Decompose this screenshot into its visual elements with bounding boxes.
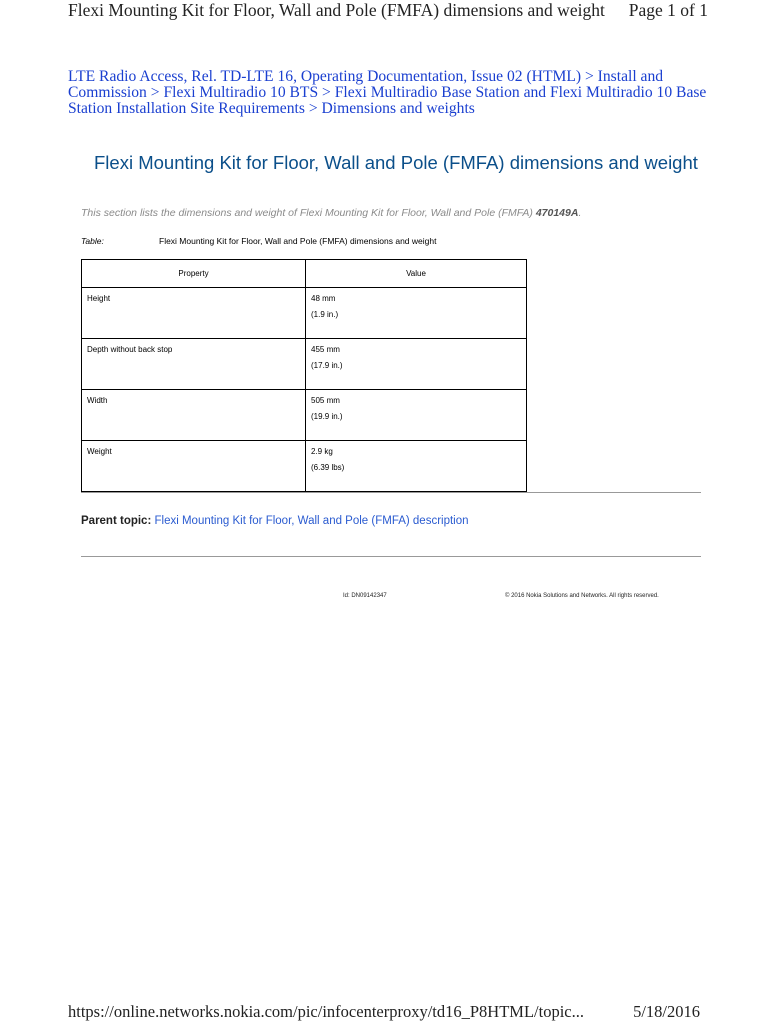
print-footer (68, 1002, 700, 1022)
breadcrumb-separator: > (150, 84, 160, 101)
breadcrumb-link-site-requirements[interactable]: Flexi Multiradio Base Station and Flexi Multiradio 10 Base Station Installation Site Requirements (68, 84, 707, 117)
cell-value (306, 390, 527, 441)
table-caption (81, 236, 436, 246)
table-row (82, 441, 527, 492)
table-row (82, 390, 527, 441)
value-metric: 455 mm (311, 345, 340, 354)
print-header-title: Flexi Mounting Kit for Floor, Wall and Pole (FMFA) dimensions and weight (68, 0, 605, 20)
table-header-row (82, 260, 527, 288)
copyright-notice: © 2016 Nokia Solutions and Networks. All rights reserved. (505, 593, 659, 599)
value-metric: 2.9 kg (311, 447, 333, 456)
intro-text (81, 207, 711, 219)
breadcrumb-separator: > (308, 100, 318, 117)
breadcrumb (68, 69, 708, 117)
value-metric: 505 mm (311, 396, 340, 405)
breadcrumb-separator: > (322, 84, 331, 101)
intro-period: . (578, 207, 582, 219)
breadcrumb-separator: > (584, 68, 594, 85)
intro-code: 470149A (535, 207, 579, 219)
dimensions-table (81, 259, 527, 492)
table-row (82, 288, 527, 339)
parent-topic (81, 515, 469, 527)
value-imperial: (19.9 in.) (311, 412, 343, 421)
table-row (82, 339, 527, 390)
intro-sentence: This section lists the dimensions and weight of Flexi Mounting Kit for Floor, Wall and Pole (FMFA) (81, 207, 533, 219)
print-footer-date: 5/18/2016 (633, 1002, 700, 1021)
cell-property: Height (82, 288, 306, 339)
table-caption-text: Flexi Mounting Kit for Floor, Wall and Pole (FMFA) dimensions and weight (159, 236, 437, 246)
column-header-property: Property (82, 260, 306, 288)
value-metric: 48 mm (311, 294, 336, 303)
cell-value (306, 441, 527, 492)
cell-value (306, 288, 527, 339)
value-imperial: (6.39 lbs) (311, 463, 345, 472)
table-caption-label: Table: (81, 236, 104, 246)
breadcrumb-link-install-commission[interactable]: Install and Commission (68, 68, 664, 101)
print-header (68, 0, 708, 21)
page-title: Flexi Mounting Kit for Floor, Wall and Pole (FMFA) dimensions and weight (94, 152, 698, 173)
divider (81, 492, 701, 493)
value-imperial: (1.9 in.) (311, 310, 339, 319)
document-id: Id: DN09142347 (343, 593, 387, 599)
breadcrumb-link-lte-radio-access[interactable]: LTE Radio Access, Rel. TD-LTE 16, Operating Documentation, Issue 02 (HTML) (68, 68, 582, 85)
breadcrumb-link-dimensions-weights[interactable]: Dimensions and weights (321, 100, 475, 117)
column-header-value: Value (306, 260, 527, 288)
cell-value (306, 339, 527, 390)
value-imperial: (17.9 in.) (311, 361, 343, 370)
breadcrumb-link-flexi-multiradio-10-bts[interactable]: Flexi Multiradio 10 BTS (163, 84, 319, 101)
parent-topic-label: Parent topic: (81, 515, 152, 527)
parent-topic-link[interactable]: Flexi Mounting Kit for Floor, Wall and Pole (FMFA) description (154, 515, 469, 527)
cell-property: Weight (82, 441, 306, 492)
divider (81, 556, 701, 557)
print-header-page: Page 1 of 1 (628, 0, 708, 20)
cell-property: Depth without back stop (82, 339, 306, 390)
cell-property: Width (82, 390, 306, 441)
print-footer-url: https://online.networks.nokia.com/pic/infocenterproxy/td16_P8HTML/topic... (68, 1002, 585, 1021)
